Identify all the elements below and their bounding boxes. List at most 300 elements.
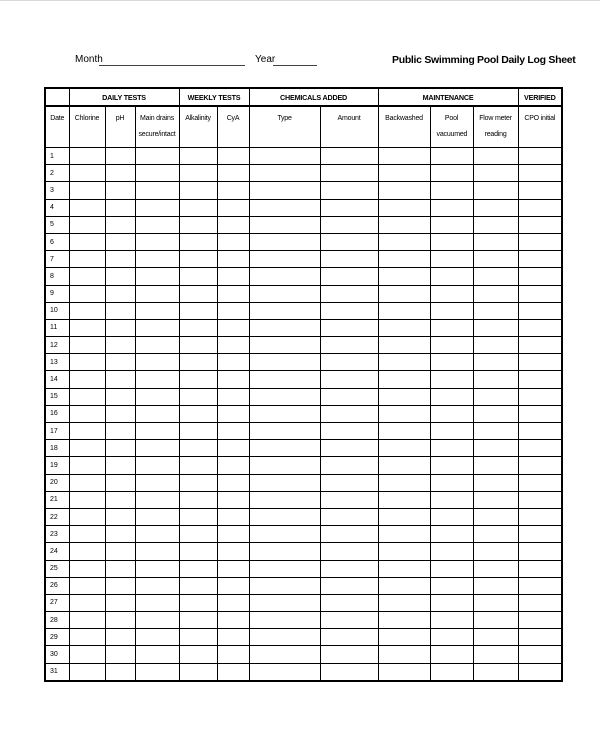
alkalinity-cell[interactable]	[179, 337, 217, 354]
ph-cell[interactable]	[105, 491, 135, 508]
cya-cell[interactable]	[217, 148, 249, 165]
ph-cell[interactable]	[105, 233, 135, 250]
pool-vacuumed-cell[interactable]	[430, 474, 473, 491]
amount-cell[interactable]	[320, 302, 378, 319]
flow-meter-cell[interactable]	[473, 405, 518, 422]
pool-vacuumed-cell[interactable]	[430, 440, 473, 457]
main-drains-cell[interactable]	[135, 319, 179, 336]
cpo-initial-cell[interactable]	[518, 577, 562, 594]
chlorine-cell[interactable]	[69, 646, 105, 663]
alkalinity-cell[interactable]	[179, 319, 217, 336]
ph-cell[interactable]	[105, 302, 135, 319]
type-cell[interactable]	[249, 354, 320, 371]
pool-vacuumed-cell[interactable]	[430, 319, 473, 336]
main-drains-cell[interactable]	[135, 526, 179, 543]
cpo-initial-cell[interactable]	[518, 526, 562, 543]
cpo-initial-cell[interactable]	[518, 543, 562, 560]
type-cell[interactable]	[249, 594, 320, 611]
cpo-initial-cell[interactable]	[518, 233, 562, 250]
amount-cell[interactable]	[320, 560, 378, 577]
cya-cell[interactable]	[217, 612, 249, 629]
alkalinity-cell[interactable]	[179, 612, 217, 629]
cya-cell[interactable]	[217, 474, 249, 491]
backwashed-cell[interactable]	[378, 543, 430, 560]
chlorine-cell[interactable]	[69, 354, 105, 371]
cya-cell[interactable]	[217, 199, 249, 216]
alkalinity-cell[interactable]	[179, 268, 217, 285]
alkalinity-cell[interactable]	[179, 526, 217, 543]
type-cell[interactable]	[249, 440, 320, 457]
pool-vacuumed-cell[interactable]	[430, 251, 473, 268]
pool-vacuumed-cell[interactable]	[430, 199, 473, 216]
amount-cell[interactable]	[320, 526, 378, 543]
main-drains-cell[interactable]	[135, 612, 179, 629]
backwashed-cell[interactable]	[378, 405, 430, 422]
alkalinity-cell[interactable]	[179, 629, 217, 646]
cya-cell[interactable]	[217, 165, 249, 182]
cya-cell[interactable]	[217, 457, 249, 474]
chlorine-cell[interactable]	[69, 612, 105, 629]
ph-cell[interactable]	[105, 182, 135, 199]
amount-cell[interactable]	[320, 594, 378, 611]
cpo-initial-cell[interactable]	[518, 302, 562, 319]
flow-meter-cell[interactable]	[473, 233, 518, 250]
amount-cell[interactable]	[320, 577, 378, 594]
alkalinity-cell[interactable]	[179, 302, 217, 319]
flow-meter-cell[interactable]	[473, 388, 518, 405]
amount-cell[interactable]	[320, 508, 378, 525]
chlorine-cell[interactable]	[69, 319, 105, 336]
flow-meter-cell[interactable]	[473, 337, 518, 354]
ph-cell[interactable]	[105, 508, 135, 525]
cya-cell[interactable]	[217, 285, 249, 302]
alkalinity-cell[interactable]	[179, 405, 217, 422]
cya-cell[interactable]	[217, 354, 249, 371]
cya-cell[interactable]	[217, 629, 249, 646]
ph-cell[interactable]	[105, 268, 135, 285]
pool-vacuumed-cell[interactable]	[430, 182, 473, 199]
flow-meter-cell[interactable]	[473, 543, 518, 560]
flow-meter-cell[interactable]	[473, 148, 518, 165]
alkalinity-cell[interactable]	[179, 577, 217, 594]
cpo-initial-cell[interactable]	[518, 440, 562, 457]
main-drains-cell[interactable]	[135, 457, 179, 474]
flow-meter-cell[interactable]	[473, 285, 518, 302]
amount-cell[interactable]	[320, 646, 378, 663]
type-cell[interactable]	[249, 577, 320, 594]
chlorine-cell[interactable]	[69, 543, 105, 560]
amount-cell[interactable]	[320, 612, 378, 629]
flow-meter-cell[interactable]	[473, 594, 518, 611]
pool-vacuumed-cell[interactable]	[430, 526, 473, 543]
cya-cell[interactable]	[217, 423, 249, 440]
chlorine-cell[interactable]	[69, 337, 105, 354]
backwashed-cell[interactable]	[378, 285, 430, 302]
backwashed-cell[interactable]	[378, 663, 430, 681]
amount-cell[interactable]	[320, 423, 378, 440]
backwashed-cell[interactable]	[378, 268, 430, 285]
main-drains-cell[interactable]	[135, 216, 179, 233]
main-drains-cell[interactable]	[135, 440, 179, 457]
cya-cell[interactable]	[217, 216, 249, 233]
alkalinity-cell[interactable]	[179, 646, 217, 663]
type-cell[interactable]	[249, 663, 320, 681]
type-cell[interactable]	[249, 491, 320, 508]
cpo-initial-cell[interactable]	[518, 388, 562, 405]
cpo-initial-cell[interactable]	[518, 354, 562, 371]
pool-vacuumed-cell[interactable]	[430, 388, 473, 405]
amount-cell[interactable]	[320, 354, 378, 371]
alkalinity-cell[interactable]	[179, 560, 217, 577]
ph-cell[interactable]	[105, 526, 135, 543]
ph-cell[interactable]	[105, 216, 135, 233]
cpo-initial-cell[interactable]	[518, 405, 562, 422]
chlorine-cell[interactable]	[69, 457, 105, 474]
chlorine-cell[interactable]	[69, 182, 105, 199]
amount-cell[interactable]	[320, 543, 378, 560]
backwashed-cell[interactable]	[378, 337, 430, 354]
cpo-initial-cell[interactable]	[518, 508, 562, 525]
type-cell[interactable]	[249, 216, 320, 233]
ph-cell[interactable]	[105, 388, 135, 405]
alkalinity-cell[interactable]	[179, 491, 217, 508]
flow-meter-cell[interactable]	[473, 491, 518, 508]
type-cell[interactable]	[249, 646, 320, 663]
main-drains-cell[interactable]	[135, 629, 179, 646]
main-drains-cell[interactable]	[135, 285, 179, 302]
pool-vacuumed-cell[interactable]	[430, 216, 473, 233]
alkalinity-cell[interactable]	[179, 508, 217, 525]
ph-cell[interactable]	[105, 337, 135, 354]
type-cell[interactable]	[249, 199, 320, 216]
alkalinity-cell[interactable]	[179, 182, 217, 199]
chlorine-cell[interactable]	[69, 508, 105, 525]
main-drains-cell[interactable]	[135, 663, 179, 681]
backwashed-cell[interactable]	[378, 233, 430, 250]
main-drains-cell[interactable]	[135, 594, 179, 611]
type-cell[interactable]	[249, 543, 320, 560]
chlorine-cell[interactable]	[69, 148, 105, 165]
pool-vacuumed-cell[interactable]	[430, 148, 473, 165]
main-drains-cell[interactable]	[135, 371, 179, 388]
type-cell[interactable]	[249, 629, 320, 646]
cya-cell[interactable]	[217, 440, 249, 457]
chlorine-cell[interactable]	[69, 491, 105, 508]
amount-cell[interactable]	[320, 491, 378, 508]
backwashed-cell[interactable]	[378, 354, 430, 371]
backwashed-cell[interactable]	[378, 474, 430, 491]
flow-meter-cell[interactable]	[473, 251, 518, 268]
main-drains-cell[interactable]	[135, 388, 179, 405]
cpo-initial-cell[interactable]	[518, 182, 562, 199]
flow-meter-cell[interactable]	[473, 423, 518, 440]
ph-cell[interactable]	[105, 440, 135, 457]
chlorine-cell[interactable]	[69, 165, 105, 182]
flow-meter-cell[interactable]	[473, 457, 518, 474]
amount-cell[interactable]	[320, 405, 378, 422]
cpo-initial-cell[interactable]	[518, 251, 562, 268]
pool-vacuumed-cell[interactable]	[430, 508, 473, 525]
cpo-initial-cell[interactable]	[518, 663, 562, 681]
cpo-initial-cell[interactable]	[518, 646, 562, 663]
ph-cell[interactable]	[105, 543, 135, 560]
flow-meter-cell[interactable]	[473, 319, 518, 336]
backwashed-cell[interactable]	[378, 165, 430, 182]
pool-vacuumed-cell[interactable]	[430, 285, 473, 302]
cpo-initial-cell[interactable]	[518, 629, 562, 646]
type-cell[interactable]	[249, 371, 320, 388]
pool-vacuumed-cell[interactable]	[430, 371, 473, 388]
alkalinity-cell[interactable]	[179, 199, 217, 216]
alkalinity-cell[interactable]	[179, 251, 217, 268]
flow-meter-cell[interactable]	[473, 629, 518, 646]
year-input-line[interactable]	[273, 65, 317, 66]
pool-vacuumed-cell[interactable]	[430, 543, 473, 560]
cya-cell[interactable]	[217, 543, 249, 560]
cya-cell[interactable]	[217, 491, 249, 508]
chlorine-cell[interactable]	[69, 440, 105, 457]
amount-cell[interactable]	[320, 629, 378, 646]
main-drains-cell[interactable]	[135, 268, 179, 285]
pool-vacuumed-cell[interactable]	[430, 491, 473, 508]
type-cell[interactable]	[249, 508, 320, 525]
flow-meter-cell[interactable]	[473, 612, 518, 629]
flow-meter-cell[interactable]	[473, 440, 518, 457]
backwashed-cell[interactable]	[378, 508, 430, 525]
pool-vacuumed-cell[interactable]	[430, 612, 473, 629]
flow-meter-cell[interactable]	[473, 216, 518, 233]
cya-cell[interactable]	[217, 337, 249, 354]
flow-meter-cell[interactable]	[473, 526, 518, 543]
backwashed-cell[interactable]	[378, 251, 430, 268]
cya-cell[interactable]	[217, 233, 249, 250]
amount-cell[interactable]	[320, 285, 378, 302]
amount-cell[interactable]	[320, 251, 378, 268]
pool-vacuumed-cell[interactable]	[430, 354, 473, 371]
main-drains-cell[interactable]	[135, 491, 179, 508]
chlorine-cell[interactable]	[69, 199, 105, 216]
cya-cell[interactable]	[217, 560, 249, 577]
backwashed-cell[interactable]	[378, 594, 430, 611]
ph-cell[interactable]	[105, 148, 135, 165]
cya-cell[interactable]	[217, 405, 249, 422]
chlorine-cell[interactable]	[69, 251, 105, 268]
cya-cell[interactable]	[217, 594, 249, 611]
alkalinity-cell[interactable]	[179, 371, 217, 388]
alkalinity-cell[interactable]	[179, 457, 217, 474]
cpo-initial-cell[interactable]	[518, 165, 562, 182]
alkalinity-cell[interactable]	[179, 474, 217, 491]
chlorine-cell[interactable]	[69, 371, 105, 388]
ph-cell[interactable]	[105, 560, 135, 577]
amount-cell[interactable]	[320, 165, 378, 182]
main-drains-cell[interactable]	[135, 423, 179, 440]
main-drains-cell[interactable]	[135, 251, 179, 268]
ph-cell[interactable]	[105, 646, 135, 663]
alkalinity-cell[interactable]	[179, 148, 217, 165]
backwashed-cell[interactable]	[378, 526, 430, 543]
amount-cell[interactable]	[320, 388, 378, 405]
amount-cell[interactable]	[320, 663, 378, 681]
pool-vacuumed-cell[interactable]	[430, 233, 473, 250]
main-drains-cell[interactable]	[135, 577, 179, 594]
backwashed-cell[interactable]	[378, 629, 430, 646]
main-drains-cell[interactable]	[135, 405, 179, 422]
amount-cell[interactable]	[320, 148, 378, 165]
chlorine-cell[interactable]	[69, 577, 105, 594]
main-drains-cell[interactable]	[135, 560, 179, 577]
alkalinity-cell[interactable]	[179, 165, 217, 182]
chlorine-cell[interactable]	[69, 388, 105, 405]
cya-cell[interactable]	[217, 319, 249, 336]
pool-vacuumed-cell[interactable]	[430, 302, 473, 319]
type-cell[interactable]	[249, 233, 320, 250]
pool-vacuumed-cell[interactable]	[430, 337, 473, 354]
amount-cell[interactable]	[320, 457, 378, 474]
amount-cell[interactable]	[320, 216, 378, 233]
backwashed-cell[interactable]	[378, 182, 430, 199]
amount-cell[interactable]	[320, 440, 378, 457]
main-drains-cell[interactable]	[135, 337, 179, 354]
ph-cell[interactable]	[105, 457, 135, 474]
ph-cell[interactable]	[105, 354, 135, 371]
type-cell[interactable]	[249, 388, 320, 405]
backwashed-cell[interactable]	[378, 560, 430, 577]
type-cell[interactable]	[249, 251, 320, 268]
pool-vacuumed-cell[interactable]	[430, 423, 473, 440]
ph-cell[interactable]	[105, 663, 135, 681]
ph-cell[interactable]	[105, 319, 135, 336]
cya-cell[interactable]	[217, 268, 249, 285]
main-drains-cell[interactable]	[135, 508, 179, 525]
cpo-initial-cell[interactable]	[518, 337, 562, 354]
amount-cell[interactable]	[320, 233, 378, 250]
pool-vacuumed-cell[interactable]	[430, 268, 473, 285]
flow-meter-cell[interactable]	[473, 165, 518, 182]
type-cell[interactable]	[249, 474, 320, 491]
alkalinity-cell[interactable]	[179, 440, 217, 457]
main-drains-cell[interactable]	[135, 646, 179, 663]
type-cell[interactable]	[249, 285, 320, 302]
ph-cell[interactable]	[105, 405, 135, 422]
cpo-initial-cell[interactable]	[518, 216, 562, 233]
cpo-initial-cell[interactable]	[518, 612, 562, 629]
flow-meter-cell[interactable]	[473, 199, 518, 216]
chlorine-cell[interactable]	[69, 474, 105, 491]
chlorine-cell[interactable]	[69, 594, 105, 611]
alkalinity-cell[interactable]	[179, 423, 217, 440]
amount-cell[interactable]	[320, 268, 378, 285]
ph-cell[interactable]	[105, 577, 135, 594]
flow-meter-cell[interactable]	[473, 182, 518, 199]
main-drains-cell[interactable]	[135, 474, 179, 491]
type-cell[interactable]	[249, 457, 320, 474]
cya-cell[interactable]	[217, 302, 249, 319]
alkalinity-cell[interactable]	[179, 388, 217, 405]
alkalinity-cell[interactable]	[179, 233, 217, 250]
main-drains-cell[interactable]	[135, 354, 179, 371]
cpo-initial-cell[interactable]	[518, 199, 562, 216]
backwashed-cell[interactable]	[378, 388, 430, 405]
backwashed-cell[interactable]	[378, 440, 430, 457]
backwashed-cell[interactable]	[378, 216, 430, 233]
type-cell[interactable]	[249, 560, 320, 577]
month-input-line[interactable]	[99, 65, 245, 66]
amount-cell[interactable]	[320, 199, 378, 216]
type-cell[interactable]	[249, 526, 320, 543]
main-drains-cell[interactable]	[135, 543, 179, 560]
alkalinity-cell[interactable]	[179, 285, 217, 302]
backwashed-cell[interactable]	[378, 491, 430, 508]
ph-cell[interactable]	[105, 165, 135, 182]
alkalinity-cell[interactable]	[179, 543, 217, 560]
type-cell[interactable]	[249, 182, 320, 199]
flow-meter-cell[interactable]	[473, 560, 518, 577]
cpo-initial-cell[interactable]	[518, 268, 562, 285]
flow-meter-cell[interactable]	[473, 663, 518, 681]
alkalinity-cell[interactable]	[179, 594, 217, 611]
ph-cell[interactable]	[105, 251, 135, 268]
backwashed-cell[interactable]	[378, 199, 430, 216]
pool-vacuumed-cell[interactable]	[430, 663, 473, 681]
ph-cell[interactable]	[105, 629, 135, 646]
main-drains-cell[interactable]	[135, 199, 179, 216]
main-drains-cell[interactable]	[135, 233, 179, 250]
ph-cell[interactable]	[105, 612, 135, 629]
chlorine-cell[interactable]	[69, 560, 105, 577]
flow-meter-cell[interactable]	[473, 302, 518, 319]
chlorine-cell[interactable]	[69, 285, 105, 302]
flow-meter-cell[interactable]	[473, 577, 518, 594]
chlorine-cell[interactable]	[69, 663, 105, 681]
ph-cell[interactable]	[105, 423, 135, 440]
cpo-initial-cell[interactable]	[518, 560, 562, 577]
cpo-initial-cell[interactable]	[518, 148, 562, 165]
type-cell[interactable]	[249, 423, 320, 440]
type-cell[interactable]	[249, 337, 320, 354]
cpo-initial-cell[interactable]	[518, 594, 562, 611]
pool-vacuumed-cell[interactable]	[430, 165, 473, 182]
alkalinity-cell[interactable]	[179, 354, 217, 371]
cya-cell[interactable]	[217, 646, 249, 663]
main-drains-cell[interactable]	[135, 182, 179, 199]
cya-cell[interactable]	[217, 663, 249, 681]
backwashed-cell[interactable]	[378, 319, 430, 336]
cya-cell[interactable]	[217, 251, 249, 268]
backwashed-cell[interactable]	[378, 148, 430, 165]
main-drains-cell[interactable]	[135, 302, 179, 319]
flow-meter-cell[interactable]	[473, 508, 518, 525]
pool-vacuumed-cell[interactable]	[430, 457, 473, 474]
type-cell[interactable]	[249, 302, 320, 319]
ph-cell[interactable]	[105, 474, 135, 491]
amount-cell[interactable]	[320, 474, 378, 491]
chlorine-cell[interactable]	[69, 302, 105, 319]
backwashed-cell[interactable]	[378, 646, 430, 663]
type-cell[interactable]	[249, 165, 320, 182]
backwashed-cell[interactable]	[378, 302, 430, 319]
flow-meter-cell[interactable]	[473, 474, 518, 491]
main-drains-cell[interactable]	[135, 165, 179, 182]
pool-vacuumed-cell[interactable]	[430, 560, 473, 577]
chlorine-cell[interactable]	[69, 216, 105, 233]
pool-vacuumed-cell[interactable]	[430, 405, 473, 422]
flow-meter-cell[interactable]	[473, 268, 518, 285]
amount-cell[interactable]	[320, 319, 378, 336]
pool-vacuumed-cell[interactable]	[430, 594, 473, 611]
cpo-initial-cell[interactable]	[518, 474, 562, 491]
ph-cell[interactable]	[105, 285, 135, 302]
